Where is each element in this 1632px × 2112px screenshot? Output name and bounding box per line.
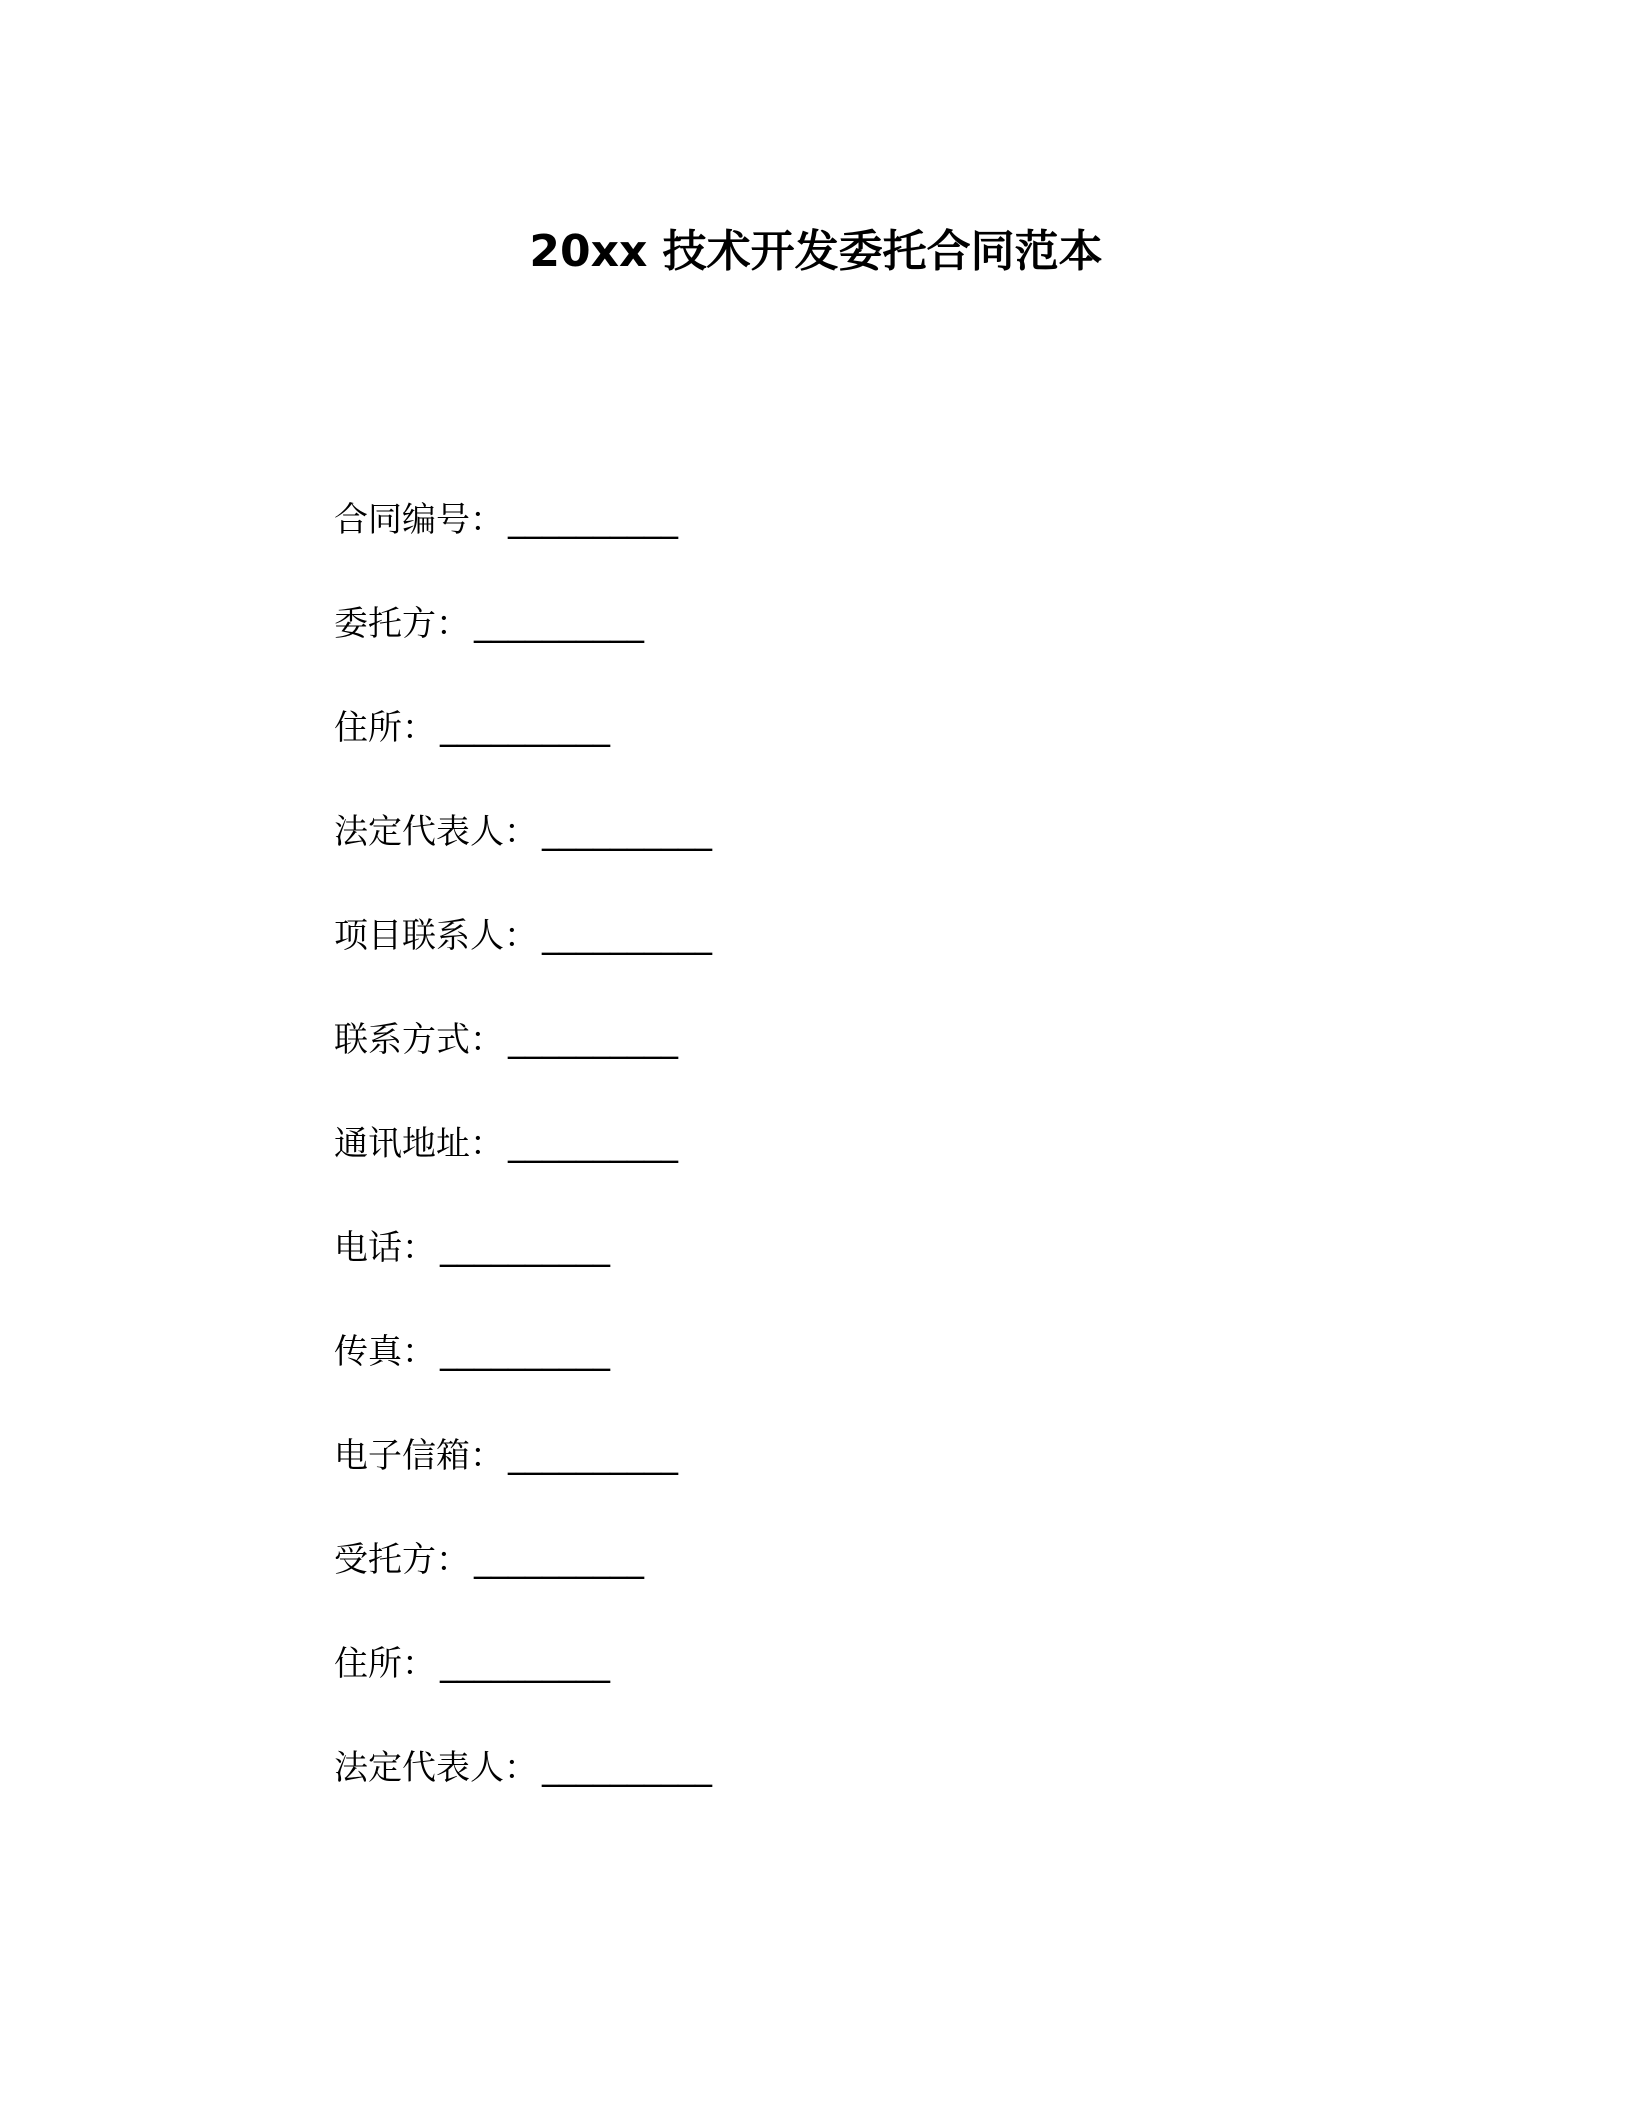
field-client [334, 600, 1334, 704]
field-blank: __________ [508, 1436, 678, 1476]
field-blank: __________ [474, 604, 644, 644]
field-label: 受托方： [334, 1540, 470, 1580]
field-mailing-address [334, 1120, 1334, 1224]
field-blank: __________ [542, 1748, 712, 1788]
field-label: 法定代表人： [334, 1748, 538, 1788]
field-label: 住所： [334, 708, 436, 748]
field-blank: __________ [542, 812, 712, 852]
field-client-legal-representative [334, 808, 1334, 912]
contract-fields [334, 496, 1334, 1848]
field-label: 项目联系人： [334, 916, 538, 956]
field-blank: __________ [440, 708, 610, 748]
field-label: 电子信箱： [334, 1436, 504, 1476]
field-contact-method [334, 1016, 1334, 1120]
field-contractor [334, 1536, 1334, 1640]
field-phone [334, 1224, 1334, 1328]
field-blank: __________ [508, 1124, 678, 1164]
field-contract-number [334, 496, 1334, 600]
field-contractor-address [334, 1640, 1334, 1744]
field-email [334, 1432, 1334, 1536]
field-blank: __________ [440, 1644, 610, 1684]
field-contractor-legal-representative [334, 1744, 1334, 1848]
field-label: 联系方式： [334, 1020, 504, 1060]
field-label: 委托方： [334, 604, 470, 644]
field-label: 电话： [334, 1228, 436, 1268]
field-label: 通讯地址： [334, 1124, 504, 1164]
field-blank: __________ [542, 916, 712, 956]
field-blank: __________ [508, 500, 678, 540]
field-blank: __________ [508, 1020, 678, 1060]
field-blank: __________ [440, 1332, 610, 1372]
document-title: 20xx 技术开发委托合同范本 [529, 226, 1103, 277]
field-label: 传真： [334, 1332, 436, 1372]
field-fax [334, 1328, 1334, 1432]
field-blank: __________ [474, 1540, 644, 1580]
field-label: 住所： [334, 1644, 436, 1684]
field-blank: __________ [440, 1228, 610, 1268]
field-project-contact [334, 912, 1334, 1016]
field-label: 法定代表人： [334, 812, 538, 852]
field-label: 合同编号： [334, 500, 504, 540]
field-client-address [334, 704, 1334, 808]
